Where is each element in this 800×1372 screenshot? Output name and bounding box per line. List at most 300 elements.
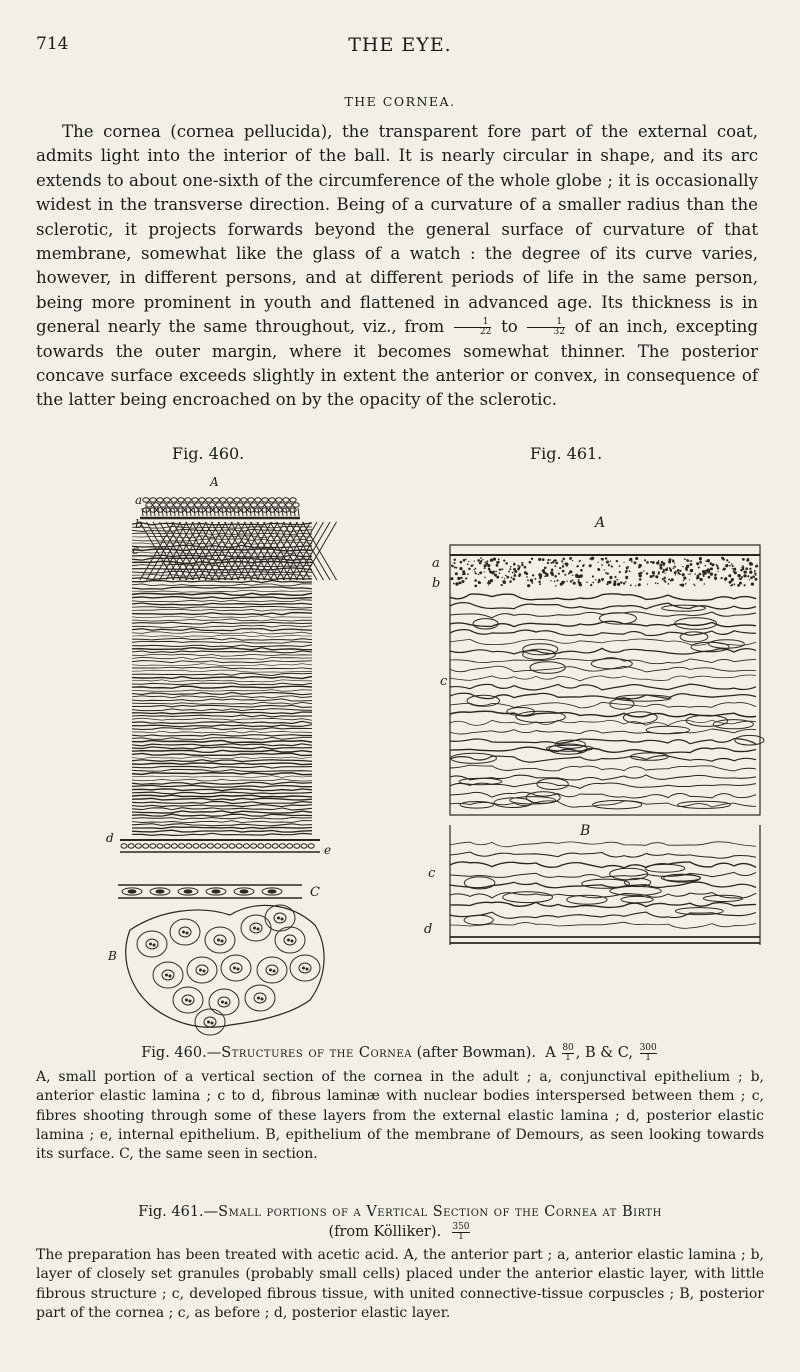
fibre-line xyxy=(132,728,312,730)
fibre-line xyxy=(132,699,312,701)
epithelium-cell xyxy=(209,503,215,507)
fig-461-label: Fig. 461. xyxy=(530,444,603,463)
granule xyxy=(607,573,609,575)
granule xyxy=(657,583,659,585)
tissue-fibre xyxy=(450,603,756,609)
granule xyxy=(494,574,497,577)
internal-epithelium xyxy=(121,844,314,848)
granule xyxy=(555,559,556,560)
nucleolus xyxy=(261,998,263,1000)
granule xyxy=(592,582,594,584)
granule xyxy=(731,578,734,581)
granule xyxy=(567,581,568,582)
granule xyxy=(724,578,726,580)
granule xyxy=(561,560,563,562)
corpuscle xyxy=(451,753,497,763)
fig460-caption-prefix: Fig. 460.— xyxy=(141,1045,222,1061)
granule xyxy=(723,568,726,571)
nucleolus xyxy=(166,974,168,976)
epithelium-bead xyxy=(308,844,314,848)
fibre-line xyxy=(132,654,312,656)
granule xyxy=(460,577,462,579)
fibre-line xyxy=(132,622,312,624)
fraction-denominator: 32 xyxy=(553,327,565,338)
epithelium-bead xyxy=(164,844,170,848)
fig461-mag xyxy=(452,1223,469,1242)
fibre-line xyxy=(132,821,312,823)
epithelium-cell xyxy=(199,498,205,502)
tissue-fibre xyxy=(450,912,756,918)
fibre-line xyxy=(132,763,312,765)
granule xyxy=(668,578,670,580)
epithelium-cell xyxy=(293,503,299,507)
epithelium-cell xyxy=(269,498,275,502)
granule xyxy=(721,577,723,579)
granule xyxy=(650,575,653,578)
granule xyxy=(454,566,456,568)
granule xyxy=(530,579,533,582)
granule xyxy=(688,573,689,574)
granule xyxy=(467,564,469,566)
fibre-line xyxy=(132,664,312,666)
fibre-line xyxy=(132,584,312,586)
granule xyxy=(693,583,695,585)
tissue-fibre xyxy=(450,648,756,654)
granule xyxy=(722,558,725,561)
epithelium-bead xyxy=(171,844,177,848)
granule xyxy=(680,570,682,572)
granule xyxy=(458,581,461,584)
granule xyxy=(606,583,608,585)
epithelium-bead xyxy=(279,844,285,848)
section-nucleus xyxy=(268,890,276,893)
granule xyxy=(635,557,638,560)
granule xyxy=(704,572,707,575)
epithelium-cell xyxy=(181,503,187,507)
frac-num: 80 xyxy=(562,1042,574,1053)
granule xyxy=(502,577,503,578)
granule xyxy=(499,569,500,570)
conjunctival-epithelium-layer xyxy=(142,498,299,516)
granule xyxy=(672,560,675,563)
fibre-line xyxy=(132,709,312,711)
granule xyxy=(743,584,745,586)
fig-461-illustration xyxy=(410,505,770,955)
fig460-letter-c: c xyxy=(132,543,139,557)
granule xyxy=(646,572,648,574)
nucleolus xyxy=(303,967,305,969)
fig-461-caption-title xyxy=(36,1202,764,1242)
demours-epithelium-cells xyxy=(126,905,324,1035)
granule xyxy=(717,567,719,569)
fig461-letter-c: c xyxy=(440,674,448,689)
granule xyxy=(732,565,734,567)
fibre-line xyxy=(132,769,312,771)
fibre-line xyxy=(132,795,312,797)
granule xyxy=(501,584,503,586)
fraction-one-twenty-second xyxy=(454,318,491,337)
corpuscle xyxy=(680,632,708,642)
body-paragraph xyxy=(36,120,758,413)
nucleolus xyxy=(183,931,185,933)
fibre-line xyxy=(132,677,312,679)
fibre-line xyxy=(132,731,312,733)
granule xyxy=(711,569,712,570)
nucleolus xyxy=(211,1022,213,1024)
epithelium-bead xyxy=(128,844,134,848)
fraction-numerator: 1 xyxy=(527,318,564,328)
granule xyxy=(699,557,702,560)
granule xyxy=(749,562,752,565)
epithelium-cell xyxy=(234,498,240,502)
granule xyxy=(517,567,520,570)
nucleolus xyxy=(225,1002,227,1004)
granule xyxy=(716,565,718,567)
granule xyxy=(686,560,688,562)
paragraph-text-3: of an inch, excepting towards the outer margin, where it becomes somewhat thinner. The posterior concave surface exceeds slightly in extent the anterior or convex, in consequence of the latter being encroached on by the opacity of the sclerotic. xyxy=(36,317,758,410)
fibre-line xyxy=(132,757,312,759)
granule xyxy=(728,574,731,577)
nucleolus xyxy=(278,917,280,919)
tissue-fibre xyxy=(450,842,756,847)
fig-460-caption-text: A, small portion of a vertical section of the cornea in the adult ; a, conjunctival epithelium ; b, anterior elastic lamina ; c to d, fibrous laminæ with nuclear bodies interspersed between them ; c, fibres shooting through some of these layers from the external elastic lamina ; d, posterior elastic lamina ; e, internal epithelium. B, epithelium of the membrane of Demours, as seen looking towards its surface. C, the same seen in section. xyxy=(36,1069,764,1163)
nucleolus xyxy=(186,999,188,1001)
nucleolus xyxy=(281,918,283,920)
granule xyxy=(616,560,618,562)
fig461-caption-prefix: Fig. 461.— xyxy=(138,1204,219,1220)
epithelium-bead xyxy=(207,844,213,848)
fig460-caption-title-text: Structures of the Cornea xyxy=(221,1045,412,1061)
epithelium-cell xyxy=(185,498,191,502)
granule xyxy=(667,567,668,568)
tissue-fibre xyxy=(450,702,756,708)
tissue-fibre xyxy=(450,852,756,858)
granule xyxy=(572,579,574,581)
epithelium-column xyxy=(194,508,195,516)
granule xyxy=(539,577,541,579)
epithelium-column xyxy=(250,508,251,516)
granule xyxy=(470,565,472,567)
epithelium-bead xyxy=(301,844,307,848)
granule xyxy=(555,585,557,587)
granule xyxy=(690,560,692,562)
fig461-caption-title-text: Small portions of a Vertical Section of the Cornea at Birth xyxy=(218,1204,662,1220)
granule xyxy=(545,572,547,574)
nucleolus xyxy=(270,969,272,971)
granule xyxy=(625,570,627,572)
corpuscle xyxy=(467,695,499,706)
epithelium-cell xyxy=(157,498,163,502)
granule xyxy=(521,562,523,564)
granule xyxy=(605,557,607,559)
epithelium-cell xyxy=(230,503,236,507)
granule xyxy=(614,576,616,578)
granule xyxy=(480,557,482,559)
granule xyxy=(694,585,695,586)
fibre-line xyxy=(132,789,312,791)
tissue-fibre xyxy=(450,765,756,771)
granule xyxy=(455,572,458,575)
granule xyxy=(505,562,507,564)
epithelium-column xyxy=(286,508,287,516)
epithelium-bead xyxy=(265,844,271,848)
granule xyxy=(734,571,737,574)
granule xyxy=(668,560,671,563)
epithelium-cell xyxy=(213,498,219,502)
fibre-line xyxy=(132,616,312,618)
granule xyxy=(477,559,480,562)
granule xyxy=(729,565,731,567)
epithelium-column xyxy=(150,508,151,516)
fig-460-label: Fig. 460. xyxy=(172,444,245,463)
granule xyxy=(749,568,751,570)
corpuscle xyxy=(646,726,689,734)
granule xyxy=(690,569,693,572)
granule xyxy=(474,585,477,588)
fibre-line xyxy=(132,590,312,592)
granule xyxy=(674,571,676,573)
fibre-line xyxy=(132,773,312,775)
granule xyxy=(484,577,485,578)
corpuscle xyxy=(460,802,493,809)
epithelium-column xyxy=(234,508,235,516)
nucleolus xyxy=(222,1001,224,1003)
granule xyxy=(551,573,553,575)
granule xyxy=(698,575,699,576)
granule xyxy=(754,570,756,572)
section-nucleus xyxy=(184,890,192,893)
granule xyxy=(663,565,665,567)
fig460-mag-bc xyxy=(640,1044,657,1063)
granule xyxy=(532,574,534,576)
fig461-letter-d: d xyxy=(424,922,433,937)
epithelium-bead xyxy=(222,844,228,848)
granule xyxy=(689,573,690,574)
nucleolus xyxy=(153,944,155,946)
tissue-fibre xyxy=(450,872,756,877)
epithelium-column xyxy=(278,508,279,516)
granule xyxy=(474,569,476,571)
paragraph-text-2: to xyxy=(501,317,518,337)
epithelium-cell xyxy=(290,498,296,502)
granule xyxy=(606,560,609,563)
nucleolus xyxy=(218,939,220,941)
granule xyxy=(586,582,588,584)
epithelium-cell xyxy=(255,498,261,502)
tissue-fibre xyxy=(450,684,756,690)
granule xyxy=(751,582,754,585)
granule xyxy=(665,568,668,571)
fig-460-illustration xyxy=(80,470,360,1040)
granule xyxy=(580,560,581,561)
fibre-line xyxy=(132,779,312,781)
granule xyxy=(663,577,665,579)
fibre-line xyxy=(132,744,312,746)
granule xyxy=(499,572,501,574)
fig461-letter-B: B xyxy=(580,823,591,839)
granule xyxy=(468,568,471,571)
granule xyxy=(463,580,465,582)
granule xyxy=(635,585,636,586)
granule xyxy=(578,579,580,581)
granule xyxy=(591,584,593,586)
epithelium-cell xyxy=(276,498,282,502)
fibre-line xyxy=(132,805,312,807)
epithelium-cell xyxy=(272,503,278,507)
fibre-line xyxy=(132,705,312,707)
section-nucleus xyxy=(240,890,248,893)
granule xyxy=(569,557,572,560)
fibre-line xyxy=(132,587,312,589)
granule xyxy=(663,569,665,571)
granule xyxy=(689,563,692,566)
granule xyxy=(754,572,756,574)
corpuscle xyxy=(494,798,532,808)
granule xyxy=(626,566,629,569)
epithelium-column xyxy=(166,508,167,516)
granule xyxy=(705,570,707,572)
granule xyxy=(696,562,699,565)
fibre-line xyxy=(132,830,312,832)
granule xyxy=(509,581,511,583)
epithelium-column xyxy=(186,508,187,516)
granule xyxy=(451,565,453,567)
granule xyxy=(465,558,466,559)
fibre-line xyxy=(132,737,312,739)
granule xyxy=(474,560,475,561)
granule xyxy=(575,574,578,577)
epithelium-cell xyxy=(164,498,170,502)
tissue-fibre xyxy=(450,747,756,753)
granule xyxy=(538,558,541,561)
granule xyxy=(562,570,565,573)
granule xyxy=(531,582,533,584)
epithelium-cell xyxy=(283,498,289,502)
epithelium-column xyxy=(222,508,223,516)
granule xyxy=(524,566,527,569)
granule xyxy=(639,578,642,581)
corpuscle xyxy=(713,720,753,729)
corpuscle xyxy=(591,659,632,669)
granule xyxy=(517,565,519,567)
granule xyxy=(563,581,565,583)
granule xyxy=(514,573,515,574)
granule xyxy=(739,582,742,585)
granule xyxy=(613,580,616,583)
epithelium-bead xyxy=(186,844,192,848)
granule xyxy=(726,559,728,561)
granule xyxy=(655,575,658,578)
fibre-line xyxy=(132,667,312,669)
epithelium-cell xyxy=(248,498,254,502)
granule xyxy=(710,562,713,565)
fibre-line xyxy=(132,747,312,749)
granule xyxy=(673,567,675,569)
epithelium-bead xyxy=(121,844,127,848)
fibre-line xyxy=(132,712,312,714)
granule xyxy=(675,574,676,575)
section-nucleus xyxy=(156,890,164,893)
granule xyxy=(683,576,686,579)
granule xyxy=(664,572,665,573)
fibre-line xyxy=(132,718,312,720)
granule xyxy=(572,575,573,576)
corpuscle xyxy=(473,619,498,629)
fibre-line xyxy=(132,802,312,804)
granule xyxy=(755,565,758,568)
granule xyxy=(742,565,743,566)
epithelium-column xyxy=(298,508,299,516)
fibre-line xyxy=(132,651,312,653)
fibre-line xyxy=(132,603,312,605)
granule xyxy=(490,579,493,582)
granule xyxy=(650,561,652,563)
epithelium-bead xyxy=(272,844,278,848)
frac-num: 300 xyxy=(639,1042,657,1053)
granule xyxy=(544,575,546,577)
granule xyxy=(739,578,740,579)
fig460-letter-d: d xyxy=(106,831,114,845)
epithelium-cell xyxy=(251,503,257,507)
granule xyxy=(580,569,583,572)
granule xyxy=(578,583,580,585)
epithelium-cell xyxy=(143,498,149,502)
nucleolus xyxy=(254,927,256,929)
granule xyxy=(491,571,494,574)
granule xyxy=(659,564,662,567)
fibre-line xyxy=(132,613,312,615)
corpuscle xyxy=(645,864,685,872)
fraction-numerator: 1 xyxy=(454,318,491,328)
granule xyxy=(704,583,706,585)
fig460-letter-e: e xyxy=(324,843,332,857)
tissue-fibre xyxy=(450,739,756,744)
granule xyxy=(475,572,477,574)
granule xyxy=(694,573,696,575)
granule xyxy=(495,571,497,573)
epithelium-cell xyxy=(178,498,184,502)
granule xyxy=(572,560,573,561)
epithelium-cell xyxy=(220,508,226,512)
frac-num: 350 xyxy=(452,1221,470,1232)
granule xyxy=(456,567,458,569)
granule-layer xyxy=(451,557,759,588)
granule xyxy=(661,561,664,564)
granule xyxy=(625,581,627,583)
granule xyxy=(468,561,469,562)
granule xyxy=(465,577,467,579)
epithelium-cell xyxy=(167,503,173,507)
granule xyxy=(707,559,710,562)
granule xyxy=(750,576,753,579)
granule xyxy=(630,584,632,586)
granule xyxy=(728,561,730,563)
granule xyxy=(731,563,733,565)
epithelium-cell xyxy=(248,508,254,512)
granule xyxy=(658,562,660,564)
granule xyxy=(496,576,499,579)
tissue-fibre xyxy=(450,666,756,672)
granule xyxy=(677,572,679,574)
granule xyxy=(488,580,490,582)
epithelium-cell xyxy=(279,503,285,507)
granule xyxy=(647,584,648,585)
fig460-mag-a xyxy=(562,1044,573,1063)
epithelium-column xyxy=(206,508,207,516)
corpuscle xyxy=(459,778,502,784)
tissue-fibre xyxy=(450,693,756,699)
epithelium-column xyxy=(154,508,155,516)
